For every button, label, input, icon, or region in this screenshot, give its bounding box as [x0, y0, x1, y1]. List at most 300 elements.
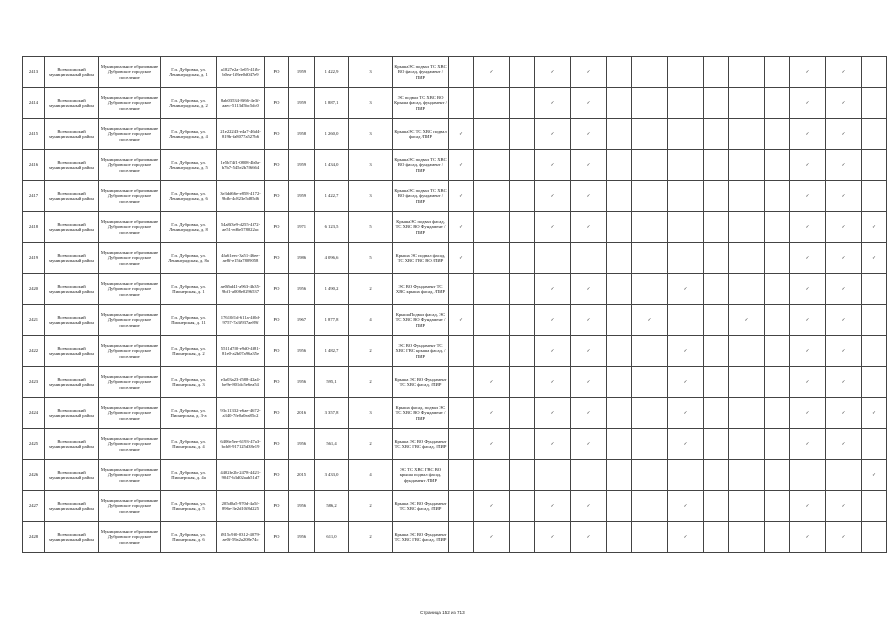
check-cell	[474, 274, 510, 305]
check-cell	[449, 243, 474, 274]
check-cell	[729, 212, 765, 243]
fund-type-cell: РО	[265, 336, 289, 367]
check-cell	[535, 212, 571, 243]
check-cell	[826, 491, 862, 522]
works-cell: КрышаЭС ТС ХВС подвал фасад /ПИР	[393, 119, 449, 150]
row-number-cell: 2417	[23, 181, 45, 212]
check-cell	[607, 119, 632, 150]
check-cell	[474, 305, 510, 336]
check-cell	[510, 181, 535, 212]
address-cell: Г.п. Дубровка, ул. Ленинградская, д. 1	[161, 57, 217, 88]
check-cell	[510, 398, 535, 429]
checkmark-icon: ✓	[586, 348, 591, 354]
checkmark-icon: ✓	[586, 317, 591, 323]
fund-type-cell: РО	[265, 522, 289, 553]
checkmark-icon: ✓	[805, 69, 810, 75]
area-cell: 1 887,1	[315, 88, 349, 119]
check-cell	[632, 491, 668, 522]
row-number-cell: 2416	[23, 150, 45, 181]
checkmark-icon: ✓	[489, 379, 494, 385]
check-cell	[474, 398, 510, 429]
check-cell	[729, 243, 765, 274]
checkmark-icon: ✓	[841, 317, 846, 323]
check-cell	[449, 305, 474, 336]
checkmark-icon: ✓	[841, 441, 846, 447]
check-cell	[474, 429, 510, 460]
area-cell: 1 422,7	[315, 181, 349, 212]
floors-cell: 2	[349, 336, 393, 367]
checkmark-icon: ✓	[683, 379, 688, 385]
area-cell: 1 490,2	[315, 274, 349, 305]
checkmark-icon: ✓	[489, 69, 494, 75]
check-cell	[510, 57, 535, 88]
checkmark-icon: ✓	[586, 410, 591, 416]
check-cell	[535, 398, 571, 429]
district-cell: Всеволожский муниципальный район	[45, 57, 99, 88]
check-cell	[510, 429, 535, 460]
check-cell	[449, 274, 474, 305]
check-cell	[449, 88, 474, 119]
check-cell	[668, 522, 704, 553]
check-cell	[510, 367, 535, 398]
checkmark-icon: ✓	[550, 348, 555, 354]
check-cell	[607, 398, 632, 429]
checkmark-icon: ✓	[805, 534, 810, 540]
fund-type-cell: РО	[265, 305, 289, 336]
check-cell	[632, 57, 668, 88]
year-cell: 1956	[289, 336, 315, 367]
check-cell	[571, 522, 607, 553]
check-cell	[704, 119, 729, 150]
check-cell	[632, 305, 668, 336]
check-cell	[571, 460, 607, 491]
area-cell: 1 260,0	[315, 119, 349, 150]
works-cell: КрышаЭС подвал ТС ХВС ВО фасад, фундамент /ПИР	[393, 181, 449, 212]
row-number-cell: 2425	[23, 429, 45, 460]
row-number-cell: 2418	[23, 212, 45, 243]
check-cell	[704, 522, 729, 553]
check-cell	[765, 57, 790, 88]
check-cell	[790, 429, 826, 460]
check-cell	[535, 305, 571, 336]
checkmark-icon: ✓	[647, 317, 652, 323]
check-cell	[571, 119, 607, 150]
checkmark-icon: ✓	[872, 224, 876, 230]
area-cell: 4 096,6	[315, 243, 349, 274]
address-cell: Г.п. Дубровка, ул. Пионерская, д. 5	[161, 491, 217, 522]
area-cell: 611,0	[315, 522, 349, 553]
checkmark-icon: ✓	[459, 255, 463, 261]
check-cell	[668, 119, 704, 150]
area-cell: 3 357,8	[315, 398, 349, 429]
check-cell	[474, 119, 510, 150]
check-cell	[535, 367, 571, 398]
check-cell	[862, 460, 887, 491]
district-cell: Всеволожский муниципальный район	[45, 243, 99, 274]
fund-type-cell: РО	[265, 212, 289, 243]
checkmark-icon: ✓	[550, 286, 555, 292]
check-cell	[790, 150, 826, 181]
checkmark-icon: ✓	[550, 69, 555, 75]
table-row	[23, 243, 887, 274]
check-cell	[632, 460, 668, 491]
district-cell: Всеволожский муниципальный район	[45, 150, 99, 181]
address-cell: Г.п. Дубровка, ул. Пионерская, д. 6	[161, 522, 217, 553]
check-cell	[474, 460, 510, 491]
building-id-cell: 21e22243-e4a7-46d4-819b-fa8077a527b6	[217, 119, 265, 150]
checkmark-icon: ✓	[841, 255, 846, 261]
check-cell	[729, 367, 765, 398]
address-cell: Г.п. Дубровка, ул. Ленинградская, д. 5	[161, 150, 217, 181]
floors-cell: 2	[349, 429, 393, 460]
checkmark-icon: ✓	[841, 503, 846, 509]
check-cell	[729, 119, 765, 150]
check-cell	[862, 491, 887, 522]
works-cell: КрышаЭС подвал ТС ХВС ВО фасад, фундамент /ПИР	[393, 150, 449, 181]
table-row	[23, 119, 887, 150]
checkmark-icon: ✓	[841, 193, 846, 199]
check-cell	[862, 212, 887, 243]
check-cell	[571, 274, 607, 305]
check-cell	[862, 305, 887, 336]
check-cell	[862, 398, 887, 429]
check-cell	[765, 212, 790, 243]
fund-type-cell: РО	[265, 367, 289, 398]
page-footer: Страница 152 из 713	[420, 610, 465, 615]
check-cell	[510, 243, 535, 274]
row-number-cell: 2422	[23, 336, 45, 367]
municipality-cell: Муниципальное образование Дубровское городское поселение	[99, 119, 161, 150]
check-cell	[729, 336, 765, 367]
works-cell: ЭС подвал ТС ХВС ВО Крыша фасад, фундамент /ПИР	[393, 88, 449, 119]
check-cell	[790, 212, 826, 243]
district-cell: Всеволожский муниципальный район	[45, 460, 99, 491]
year-cell: 2015	[289, 460, 315, 491]
check-cell	[862, 181, 887, 212]
address-cell: Г.п. Дубровка, ул. Пионерская, д. 11	[161, 305, 217, 336]
works-cell: ЭС ВО Фундамент ТС ХВС ГВС крыша фасад, /ПИР	[393, 336, 449, 367]
checkmark-icon: ✓	[586, 224, 591, 230]
checkmark-icon: ✓	[872, 255, 876, 261]
check-cell	[632, 119, 668, 150]
check-cell	[790, 491, 826, 522]
check-cell	[510, 119, 535, 150]
check-cell	[474, 243, 510, 274]
checkmark-icon: ✓	[805, 348, 810, 354]
municipality-cell: Муниципальное образование Дубровское городское поселение	[99, 429, 161, 460]
check-cell	[826, 305, 862, 336]
check-cell	[607, 274, 632, 305]
row-number-cell: 2420	[23, 274, 45, 305]
check-cell	[632, 429, 668, 460]
address-cell: Г.п. Дубровка, ул. Пионерская, д. 3-а	[161, 398, 217, 429]
check-cell	[449, 212, 474, 243]
check-cell	[826, 181, 862, 212]
check-cell	[729, 274, 765, 305]
check-cell	[826, 243, 862, 274]
checkmark-icon: ✓	[586, 286, 591, 292]
area-cell: 1 434,0	[315, 150, 349, 181]
check-cell	[862, 336, 887, 367]
year-cell: 1959	[289, 150, 315, 181]
checkmark-icon: ✓	[683, 410, 688, 416]
check-cell	[704, 460, 729, 491]
check-cell	[862, 429, 887, 460]
check-cell	[668, 57, 704, 88]
works-cell: КрышаПодвал фасад, ЭС ТС ХВС ВО Фундамент /ПИР	[393, 305, 449, 336]
area-cell: 1 422,9	[315, 57, 349, 88]
checkmark-icon: ✓	[805, 193, 810, 199]
checkmark-icon: ✓	[841, 348, 846, 354]
checkmark-icon: ✓	[586, 534, 591, 540]
checkmark-icon: ✓	[805, 317, 810, 323]
check-cell	[632, 274, 668, 305]
checkmark-icon: ✓	[586, 162, 591, 168]
year-cell: 1959	[289, 181, 315, 212]
check-cell	[535, 181, 571, 212]
fund-type-cell: РО	[265, 243, 289, 274]
year-cell: 1986	[289, 243, 315, 274]
check-cell	[449, 119, 474, 150]
checkmark-icon: ✓	[550, 534, 555, 540]
check-cell	[668, 243, 704, 274]
floors-cell: 5	[349, 243, 393, 274]
floors-cell: 3	[349, 150, 393, 181]
check-cell	[790, 336, 826, 367]
checkmark-icon: ✓	[841, 162, 846, 168]
check-cell	[765, 367, 790, 398]
municipality-cell: Муниципальное образование Дубровское городское поселение	[99, 398, 161, 429]
check-cell	[704, 57, 729, 88]
works-cell: Крыша ЭС ВО Фундамент ТС ХВС ГВС фасад, /ПИР	[393, 522, 449, 553]
table-row	[23, 398, 887, 429]
floors-cell: 2	[349, 522, 393, 553]
table-body	[23, 57, 887, 553]
row-number-cell: 2421	[23, 305, 45, 336]
check-cell	[449, 367, 474, 398]
check-cell	[790, 88, 826, 119]
checkmark-icon: ✓	[586, 131, 591, 137]
check-cell	[535, 57, 571, 88]
check-cell	[535, 429, 571, 460]
district-cell: Всеволожский муниципальный район	[45, 522, 99, 553]
checkmark-icon: ✓	[805, 255, 810, 261]
district-cell: Всеволожский муниципальный район	[45, 274, 99, 305]
checkmark-icon: ✓	[805, 503, 810, 509]
check-cell	[704, 181, 729, 212]
check-cell	[607, 150, 632, 181]
check-cell	[765, 150, 790, 181]
checkmark-icon: ✓	[459, 317, 463, 323]
checkmark-icon: ✓	[805, 224, 810, 230]
check-cell	[729, 522, 765, 553]
row-number-cell: 2419	[23, 243, 45, 274]
year-cell: 1959	[289, 88, 315, 119]
check-cell	[535, 119, 571, 150]
building-id-cell: 4fa61eec-3a51-46ee-ae8f-e15fa7809058	[217, 243, 265, 274]
check-cell	[862, 150, 887, 181]
area-cell: 595,1	[315, 367, 349, 398]
municipality-cell: Муниципальное образование Дубровское городское поселение	[99, 150, 161, 181]
check-cell	[765, 305, 790, 336]
check-cell	[449, 181, 474, 212]
fund-type-cell: РО	[265, 429, 289, 460]
checkmark-icon: ✓	[872, 410, 876, 416]
check-cell	[790, 522, 826, 553]
check-cell	[826, 522, 862, 553]
area-cell: 1 877,8	[315, 305, 349, 336]
checkmark-icon: ✓	[586, 379, 591, 385]
municipality-cell: Муниципальное образование Дубровское городское поселение	[99, 57, 161, 88]
check-cell	[862, 119, 887, 150]
check-cell	[826, 119, 862, 150]
building-id-cell: 17610f1d-611a-4f0d-9757-7a3f937ae89f	[217, 305, 265, 336]
check-cell	[607, 522, 632, 553]
check-cell	[668, 274, 704, 305]
fund-type-cell: РО	[265, 57, 289, 88]
address-cell: Г.п. Дубровка, ул. Ленинградская, д. 8	[161, 212, 217, 243]
works-cell: Крыша ЭС подвал фасад, ТС ХВС ГВС ВО /ПИР	[393, 243, 449, 274]
municipality-cell: Муниципальное образование Дубровское городское поселение	[99, 243, 161, 274]
address-cell: Г.п. Дубровка, ул. Пионерская, д. 4	[161, 429, 217, 460]
table-row	[23, 57, 887, 88]
check-cell	[607, 367, 632, 398]
floors-cell: 3	[349, 119, 393, 150]
table-row	[23, 88, 887, 119]
floors-cell: 3	[349, 398, 393, 429]
checkmark-icon: ✓	[489, 441, 494, 447]
check-cell	[862, 88, 887, 119]
checkmark-icon: ✓	[586, 503, 591, 509]
check-cell	[790, 119, 826, 150]
municipality-cell: Муниципальное образование Дубровское городское поселение	[99, 460, 161, 491]
check-cell	[765, 460, 790, 491]
check-cell	[862, 57, 887, 88]
building-id-cell: 8ab03534-8f66-4e3f-aaec-5113d5bc5dc0	[217, 88, 265, 119]
municipality-cell: Муниципальное образование Дубровское городское поселение	[99, 212, 161, 243]
check-cell	[729, 88, 765, 119]
checkmark-icon: ✓	[550, 441, 555, 447]
building-id-cell: 54a8f3e9-d255-4f72-ae51-ed6e578022ac	[217, 212, 265, 243]
check-cell	[571, 336, 607, 367]
works-cell: Крыша ЭС ВО Фундамент ТС ХВС ГВС фасад, /ПИР	[393, 429, 449, 460]
fund-type-cell: РО	[265, 119, 289, 150]
year-cell: 1956	[289, 429, 315, 460]
table-row	[23, 522, 887, 553]
fund-type-cell: РО	[265, 150, 289, 181]
checkmark-icon: ✓	[805, 379, 810, 385]
municipality-cell: Муниципальное образование Дубровское городское поселение	[99, 181, 161, 212]
checkmark-icon: ✓	[841, 131, 846, 137]
check-cell	[449, 336, 474, 367]
check-cell	[535, 336, 571, 367]
checkmark-icon: ✓	[550, 317, 555, 323]
check-cell	[704, 150, 729, 181]
checkmark-icon: ✓	[489, 410, 494, 416]
check-cell	[704, 398, 729, 429]
address-cell: Г.п. Дубровка, ул. Ленинградская, д. 8а	[161, 243, 217, 274]
check-cell	[449, 398, 474, 429]
check-cell	[790, 367, 826, 398]
works-cell: ЭС ВО Фундамент ТС ХВС крыша фасад, /ПИР	[393, 274, 449, 305]
table-row	[23, 460, 887, 491]
floors-cell: 4	[349, 305, 393, 336]
year-cell: 1956	[289, 367, 315, 398]
check-cell	[632, 181, 668, 212]
check-cell	[535, 243, 571, 274]
checkmark-icon: ✓	[489, 503, 494, 509]
check-cell	[632, 212, 668, 243]
check-cell	[607, 243, 632, 274]
check-cell	[449, 491, 474, 522]
year-cell: 2016	[289, 398, 315, 429]
check-cell	[668, 398, 704, 429]
check-cell	[729, 429, 765, 460]
check-cell	[729, 460, 765, 491]
row-number-cell: 2413	[23, 57, 45, 88]
check-cell	[668, 367, 704, 398]
checkmark-icon: ✓	[744, 317, 749, 323]
check-cell	[449, 460, 474, 491]
checkmark-icon: ✓	[805, 162, 810, 168]
floors-cell: 2	[349, 491, 393, 522]
check-cell	[826, 88, 862, 119]
checkmark-icon: ✓	[683, 441, 688, 447]
check-cell	[729, 181, 765, 212]
municipality-cell: Муниципальное образование Дубровское городское поселение	[99, 336, 161, 367]
fund-type-cell: РО	[265, 88, 289, 119]
check-cell	[729, 57, 765, 88]
check-cell	[668, 212, 704, 243]
check-cell	[765, 243, 790, 274]
check-cell	[826, 274, 862, 305]
municipality-cell: Муниципальное образование Дубровское городское поселение	[99, 367, 161, 398]
works-cell: ЭС ТС ХВС ГВС ВО крыша подвал фасад, фундамент /ПИР	[393, 460, 449, 491]
check-cell	[535, 460, 571, 491]
row-number-cell: 2428	[23, 522, 45, 553]
check-cell	[607, 336, 632, 367]
check-cell	[862, 274, 887, 305]
checkmark-icon: ✓	[550, 379, 555, 385]
checkmark-icon: ✓	[459, 224, 463, 230]
check-cell	[632, 336, 668, 367]
check-cell	[449, 150, 474, 181]
check-cell	[474, 336, 510, 367]
check-cell	[668, 181, 704, 212]
check-cell	[571, 367, 607, 398]
municipality-cell: Муниципальное образование Дубровское городское поселение	[99, 305, 161, 336]
check-cell	[765, 274, 790, 305]
check-cell	[765, 119, 790, 150]
checkmark-icon: ✓	[872, 472, 876, 478]
check-cell	[765, 181, 790, 212]
check-cell	[510, 305, 535, 336]
fund-type-cell: РО	[265, 460, 289, 491]
address-cell: Г.п. Дубровка, ул. Ленинградская, д. 2	[161, 88, 217, 119]
checkmark-icon: ✓	[550, 162, 555, 168]
checkmark-icon: ✓	[841, 410, 846, 416]
fund-type-cell: РО	[265, 491, 289, 522]
checkmark-icon: ✓	[489, 534, 494, 540]
check-cell	[474, 212, 510, 243]
year-cell: 1971	[289, 212, 315, 243]
checkmark-icon: ✓	[805, 131, 810, 137]
check-cell	[668, 429, 704, 460]
check-cell	[607, 305, 632, 336]
table-row	[23, 367, 887, 398]
building-id-cell: a1827e2a-1e05-41fb-b0ea-1f8ee0d047e9	[217, 57, 265, 88]
works-cell: КрышаЭС подвал ТС ХВС ВО фасад, фундамент /ПИР	[393, 57, 449, 88]
